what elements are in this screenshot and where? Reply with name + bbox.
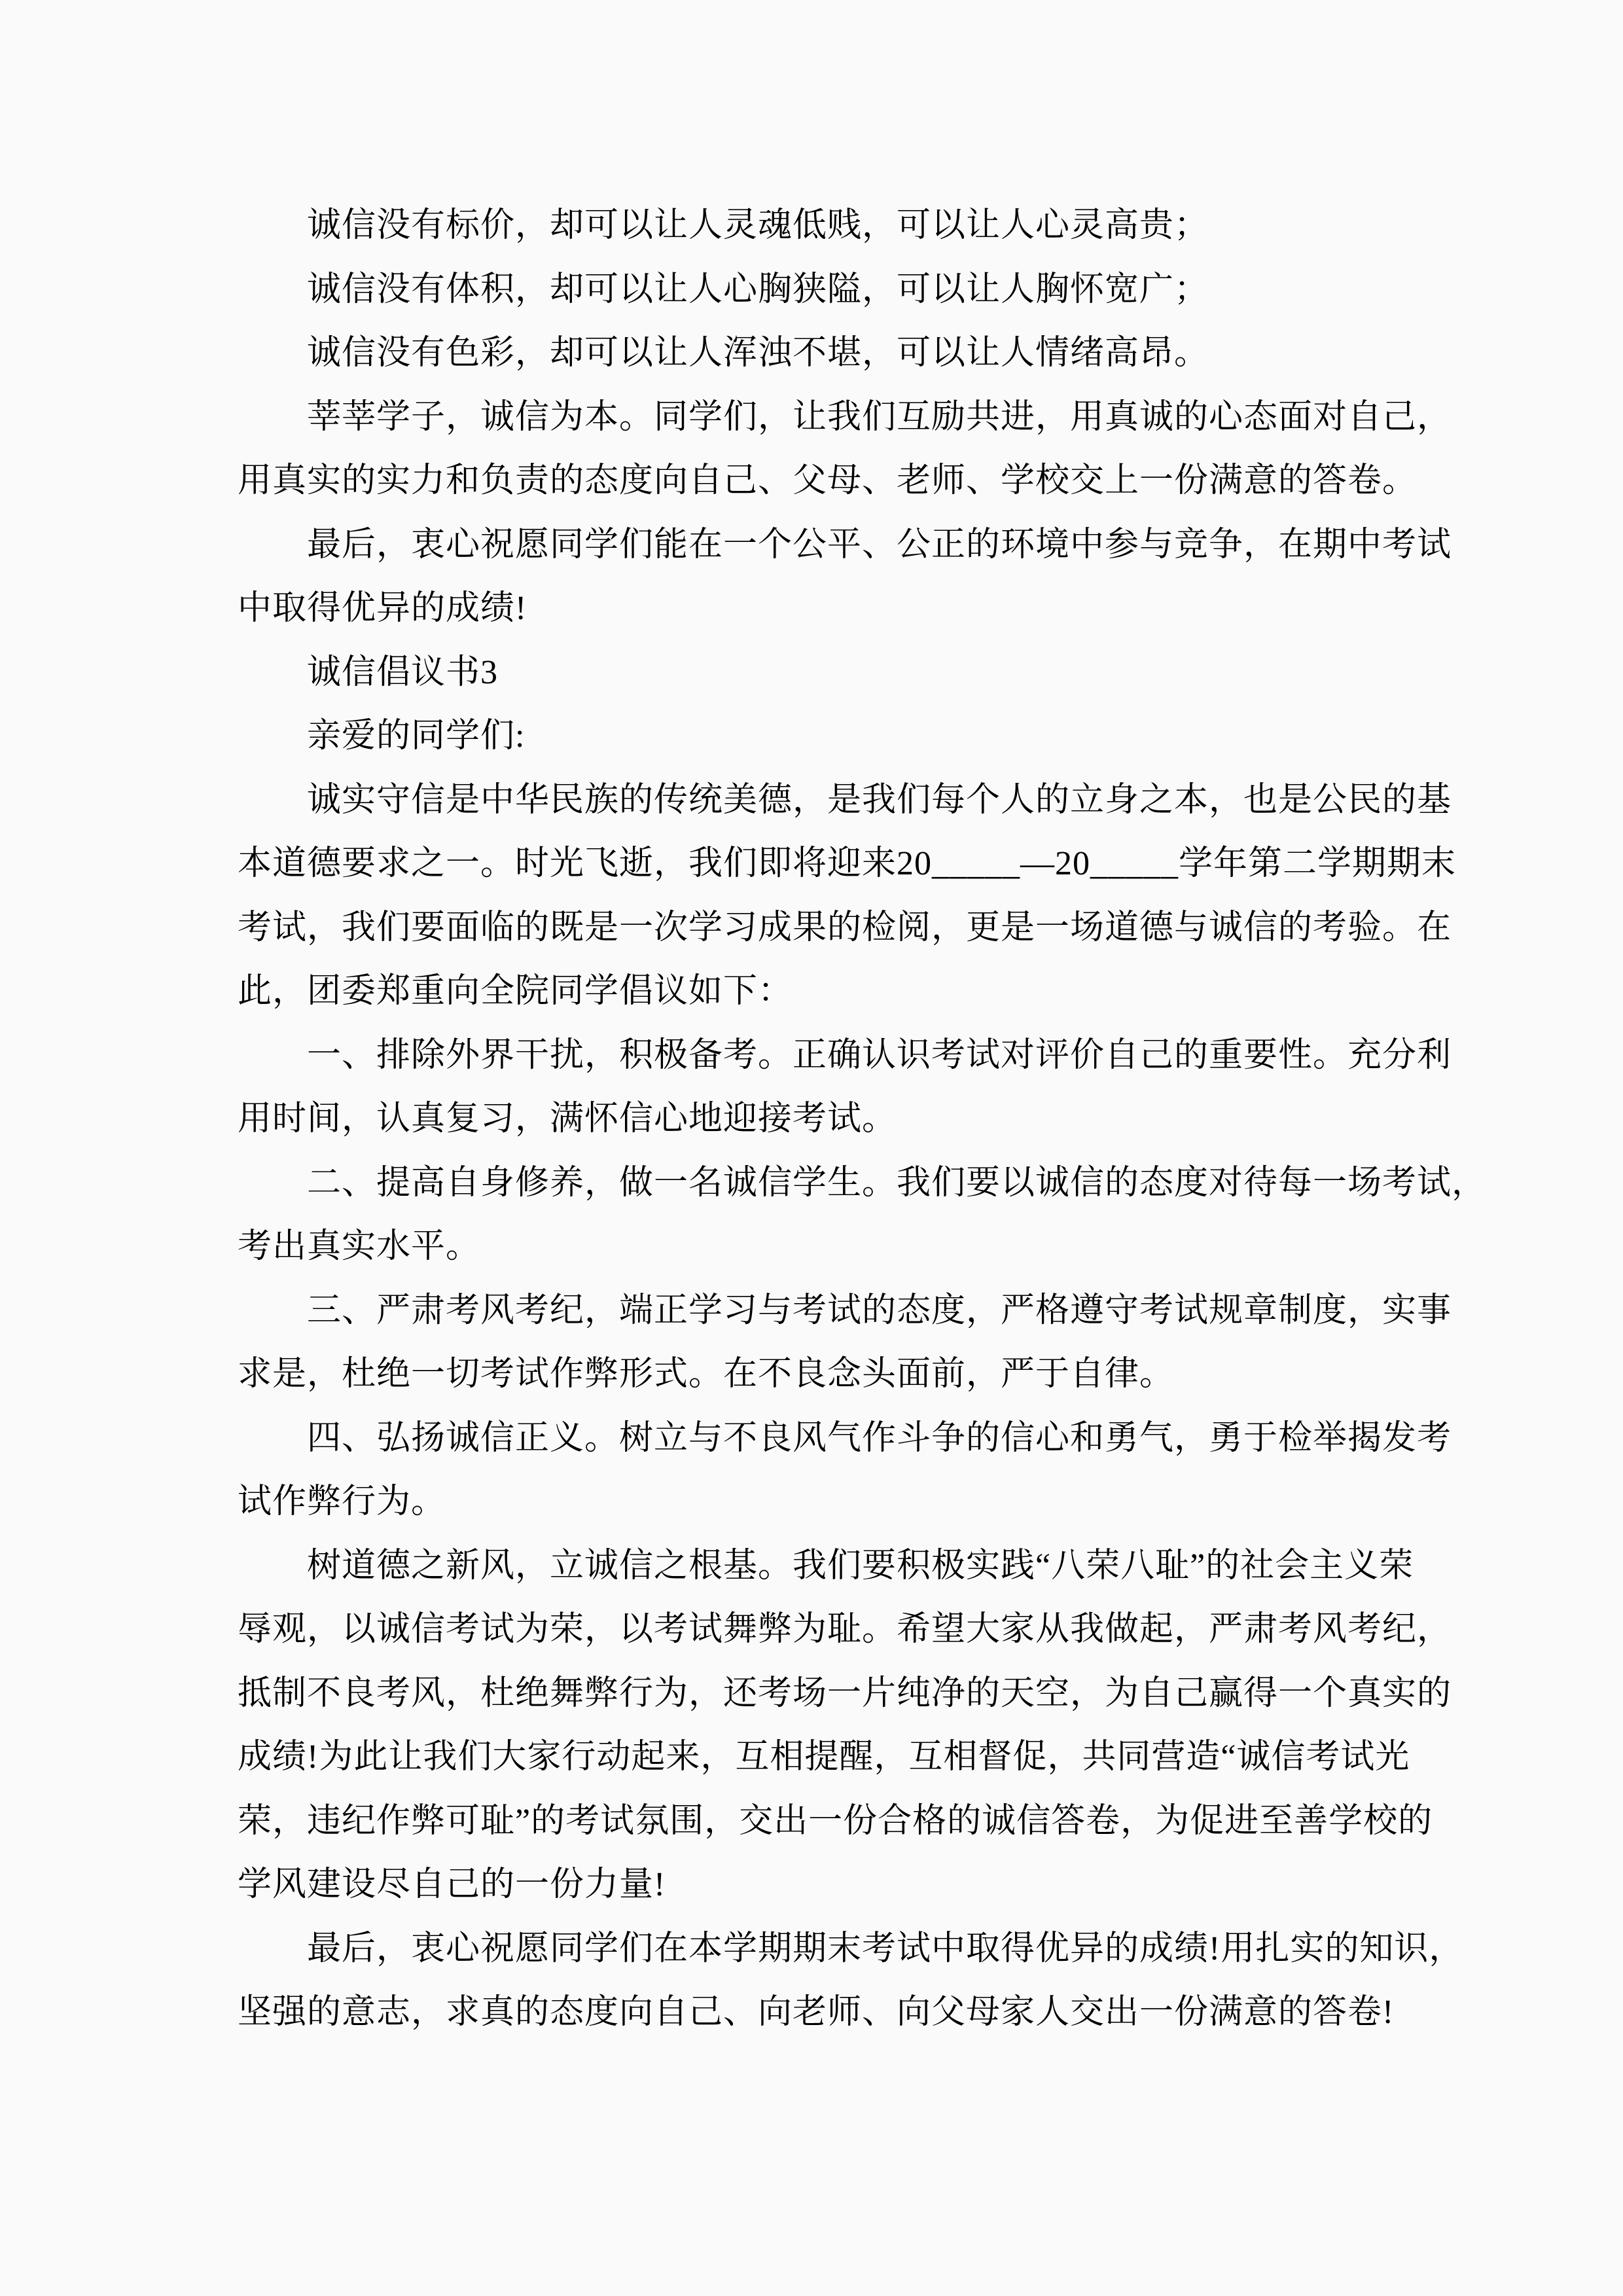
paragraph-10-line-1: 二、提高自身修养，做一名诚信学生。我们要以诚信的态度对待每一场考试， [307, 1164, 1487, 1202]
paragraph-14-line-1: 最后，衷心祝愿同学们在本学期期末考试中取得优异的成绩!用扎实的知识， [307, 1929, 1464, 1967]
paragraph-9-line-1: 一、排除外界干扰，积极备考。正确认识考试对评价自己的重要性。充分利 [307, 1036, 1452, 1074]
paragraph-11-line-1: 三、严肃考风考纪，端正学习与考试的态度，严格遵守考试规章制度，实事 [307, 1291, 1452, 1329]
paragraph-12-line-1: 四、弘扬诚信正义。树立与不良风气作斗争的信心和勇气，勇于检举揭发考 [307, 1419, 1452, 1457]
paragraph-14-line-2: 坚强的意志，求真的态度向自己、向老师、向父母家人交出一份满意的答卷! [238, 1994, 1395, 2031]
paragraph-4-line-2: 用真实的实力和负责的态度向自己、父母、老师、学校交上一份满意的答卷。 [238, 462, 1418, 499]
paragraph-1-line-1: 诚信没有标价，却可以让人灵魂低贱，可以让人心灵高贵； [307, 207, 1209, 244]
paragraph-13-line-5: 荣，违纪作弊可耻”的考试氛围，交出一份合格的诚信答卷，为促进至善学校的 [238, 1802, 1433, 1840]
paragraph-13-line-4: 成绩!为此让我们大家行动起来，互相提醒，互相督促，共同营造“诚信考试光 [238, 1738, 1410, 1776]
paragraph-13-line-3: 抵制不良考风，杜绝舞弊行为，还考场一片纯净的天空，为自己赢得一个真实的 [238, 1674, 1452, 1712]
paragraph-13-line-2: 辱观，以诚信考试为荣，以考试舞弊为耻。希望大家从我做起，严肃考风考纪， [238, 1611, 1452, 1648]
document-body [238, 194, 1487, 2045]
paragraph-6-line-1: 诚信倡议书3 [307, 653, 499, 691]
paragraph-10-line-2: 考出真实水平。 [238, 1228, 481, 1265]
paragraph-12-line-2: 试作弊行为。 [238, 1483, 446, 1520]
paragraph-2-line-1: 诚信没有体积，却可以让人心胸狭隘，可以让人胸怀宽广； [307, 270, 1209, 308]
paragraph-4-line-1: 莘莘学子，诚信为本。同学们，让我们互励共进，用真诚的心态面对自己， [307, 398, 1452, 436]
paragraph-8-line-2: 本道德要求之一。时光飞逝，我们即将迎来20_____—20_____学年第二学期期末 [238, 845, 1457, 882]
paragraph-13-line-6: 学风建设尽自己的一份力量! [238, 1866, 666, 1903]
paragraph-13-line-1: 树道德之新风，立诚信之根基。我们要积极实践“八荣八耻”的社会主义荣 [307, 1547, 1414, 1585]
paragraph-5-line-2: 中取得优异的成绩! [238, 590, 527, 627]
paragraph-11-line-2: 求是，杜绝一切考试作弊形式。在不良念头面前，严于自律。 [238, 1355, 1175, 1393]
paragraph-7-line-1: 亲爱的同学们: [307, 717, 526, 755]
paragraph-5-line-1: 最后，衷心祝愿同学们能在一个公平、公正的环境中参与竞争，在期中考试 [307, 526, 1452, 564]
paragraph-8-line-4: 此，团委郑重向全院同学倡议如下： [238, 973, 793, 1010]
paragraph-9-line-2: 用时间，认真复习，满怀信心地迎接考试。 [238, 1100, 897, 1138]
paragraph-3-line-1: 诚信没有色彩，却可以让人浑浊不堪，可以让人情绪高昂。 [307, 334, 1209, 372]
paragraph-8-line-1: 诚实守信是中华民族的传统美德，是我们每个人的立身之本，也是公民的基 [307, 781, 1452, 819]
paragraph-8-line-3: 考试，我们要面临的既是一次学习成果的检阅，更是一场道德与诚信的考验。在 [238, 908, 1452, 946]
